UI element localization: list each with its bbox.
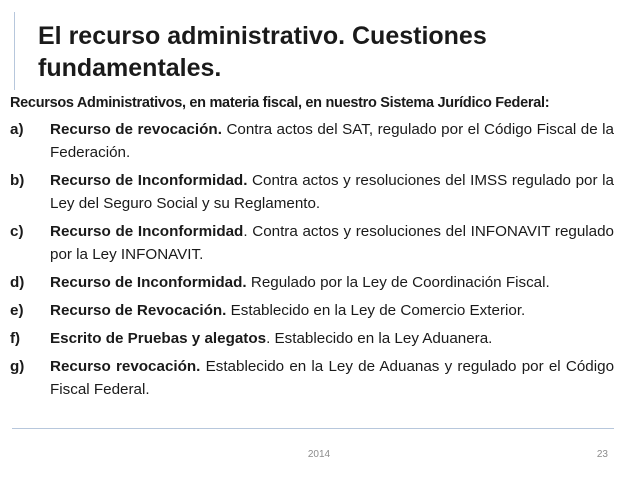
list-item-heading: Escrito de Pruebas y alegatos — [50, 330, 267, 347]
list-item-heading: Recurso de Inconformidad — [50, 223, 244, 240]
list-marker: b) — [10, 172, 25, 189]
list-marker: d) — [10, 274, 25, 291]
list-marker: a) — [10, 121, 24, 138]
list-item-d — [10, 271, 614, 294]
list-item-e — [10, 299, 614, 322]
list-marker: g) — [10, 358, 25, 375]
list-item-body: Contra actos y resoluciones del IMSS regulado por la Ley del Seguro Social y su Reglamento. — [50, 172, 614, 212]
list-item-text — [50, 299, 614, 322]
list-marker: e) — [10, 302, 24, 319]
list-item-f — [10, 327, 614, 350]
list-item-body: Establecido en la Ley de Comercio Exterior. — [226, 302, 526, 319]
list-item-text — [50, 355, 614, 401]
list-item-g — [10, 355, 614, 401]
list-item-body: Regulado por la Ley de Coordinación Fiscal. — [246, 274, 550, 291]
list-item-heading: Recurso de Inconformidad. — [50, 172, 248, 189]
list-item-heading: Recurso de Inconformidad. — [50, 274, 247, 291]
list-item-heading: Recurso de revocación. — [50, 121, 222, 138]
list-item-b — [10, 169, 614, 215]
list-item-heading: Recurso de Revocación. — [50, 302, 227, 319]
list-item-body: Contra actos del SAT, regulado por el Código Fiscal de la Federación. — [50, 121, 614, 161]
list-item-text — [50, 118, 614, 164]
footer-year: 2014 — [307, 449, 331, 460]
list-item-text — [50, 271, 614, 294]
list-item-a — [10, 118, 614, 164]
footer-divider — [12, 428, 614, 429]
slide-title: El recurso administrativo. Cuestiones fundamentales. — [38, 22, 487, 82]
list-item-text — [50, 327, 614, 350]
list-item-c — [10, 220, 614, 266]
list-item-text — [50, 169, 614, 215]
recursos-list — [10, 118, 614, 406]
page-number: 23 — [596, 449, 608, 460]
list-marker: c) — [10, 223, 24, 240]
list-item-body: Establecido en la Ley de Aduanas y regulado por el Código Fiscal Federal. — [50, 358, 615, 398]
list-item-body: . Establecido en la Ley Aduanera. — [266, 330, 493, 347]
list-item-text — [50, 220, 614, 266]
title-accent-line — [14, 12, 15, 90]
list-marker: f) — [10, 330, 21, 347]
list-item-heading: Recurso revocación. — [50, 358, 201, 375]
slide-subtitle: Recursos Administrativos, en materia fiscal, en nuestro Sistema Jurídico Federal: — [10, 95, 550, 111]
list-item-body: . Contra actos y resoluciones del INFONAVIT regulado por la Ley INFONAVIT. — [50, 223, 615, 263]
